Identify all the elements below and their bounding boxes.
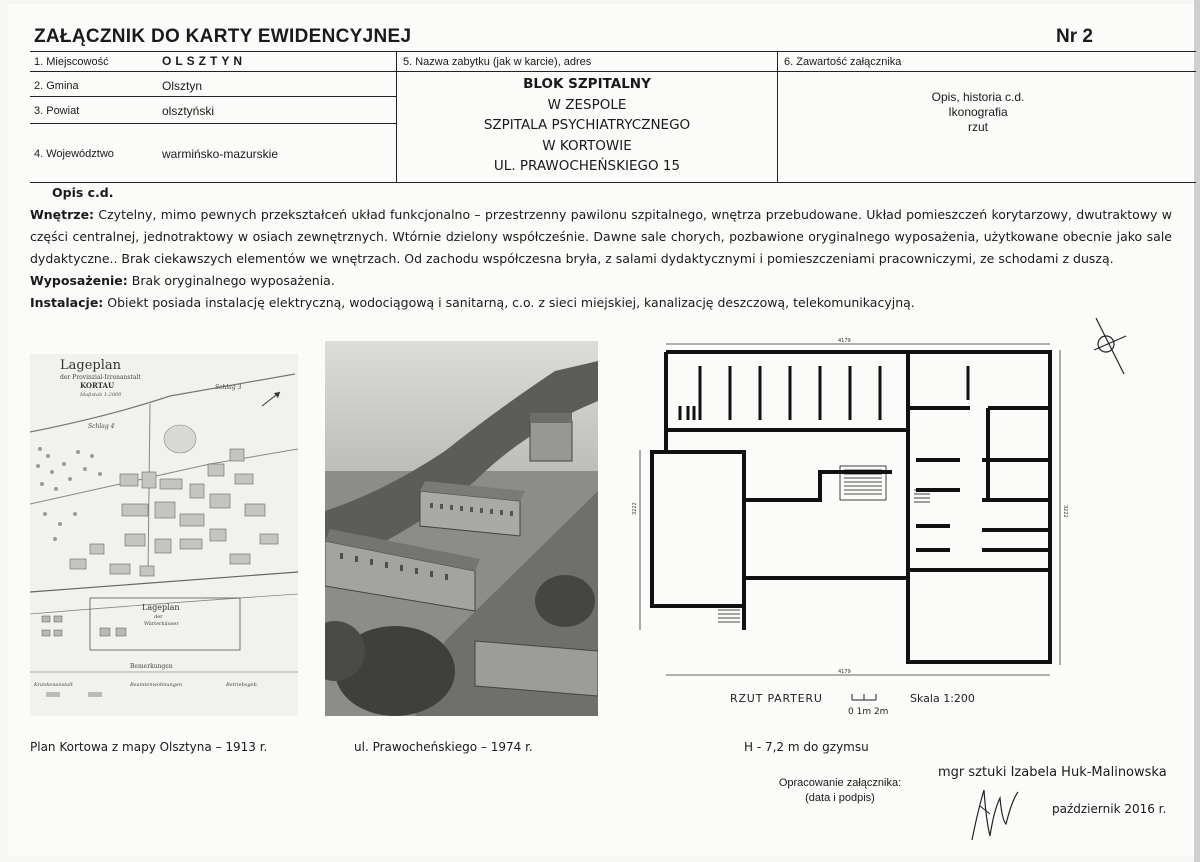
zawartosc-label: 6. Zawartość załącznika <box>784 56 902 68</box>
map-remarks-title: Bemerkungen <box>130 663 173 670</box>
map-subtitle-2: KORTAU <box>80 381 115 390</box>
miejscowosc-value: OLSZTYN <box>162 54 246 68</box>
nazwa-line-2: W ZESPOLE <box>547 96 627 113</box>
map-label-schlag3: Schlag 3 <box>215 384 242 391</box>
signature-image <box>960 780 1030 844</box>
form-row-line-2 <box>30 96 396 97</box>
scale-numbers: 0 1m 2m <box>848 707 889 717</box>
map-inset-title: Lageplan <box>142 603 180 612</box>
wnetrze-paragraph <box>30 204 1172 270</box>
map-title: Lageplan <box>60 358 122 373</box>
author-name: mgr sztuki Izabela Huk-Malinowska <box>938 765 1167 780</box>
zawartosc-line-2: Ikonografia <box>948 105 1008 119</box>
zawartosc-line-1: Opis, historia c.d. <box>931 90 1025 104</box>
floor-plan-drawing <box>630 330 1135 718</box>
gmina-label: 2. Gmina <box>34 80 79 92</box>
nazwa-line-4: W KORTOWIE <box>542 137 632 154</box>
aerial-photo-drawing <box>325 341 598 716</box>
photo-caption: ul. Prawocheńskiego – 1974 r. <box>354 740 533 754</box>
north-arrow-icon <box>1090 316 1130 380</box>
instalacje-label: Instalacje: <box>30 295 104 310</box>
map-remarks-1: Krankenanstalt <box>34 682 73 688</box>
miejscowosc-label: 1. Miejscowość <box>34 56 109 68</box>
floor-plan-image <box>630 330 1135 718</box>
form-row-line-1 <box>30 71 1196 72</box>
description-heading: Opis c.d. <box>52 185 114 200</box>
plan-dim-left: 3222 <box>632 502 638 515</box>
instalacje-paragraph <box>30 292 1172 314</box>
wnetrze-text: Czytelny, mimo pewnych przekształceń układ funkcjonalno – przestrzenny pawilonu szpitalnego, wnętrza przebudowane. Układ pomieszczeń korytarzowy, dwutraktowy w części centralnej, jednotraktowy w osiach zewnętrznych. Wtórnie dzielony współcześnie. Dawne sale chorych, pozbawione oryginalnego wyposażenia, użytkowane obecnie jako sale dydaktyczne.. Brak ciekawszych elementów we wnętrzach. Od zachodu współczesna bryła, z salami dydaktycznymi i pomieszczeniami pracowniczymi, ze schodami z duszą. <box>30 207 1172 266</box>
map-inset-sub-2: Wärterhäuser <box>144 621 179 627</box>
powiat-value: olsztyński <box>162 104 215 118</box>
map-subtitle-3: Maßstab 1:2000 <box>80 392 122 398</box>
wyposazenie-text: Brak oryginalnego wyposażenia. <box>127 273 335 288</box>
document-date: październik 2016 r. <box>1052 802 1167 816</box>
plan-dim-top: 4179 <box>838 338 851 344</box>
wojewodztwo-value: warmińsko-mazurskie <box>162 147 279 161</box>
prepared-line-2: (data i podpis) <box>805 792 875 804</box>
instalacje-text: Obiekt posiada instalację elektryczną, wodociągową i sanitarną, c.o. z sieci miejskiej, kanalizację deszczową, telekomunikacyjną. <box>103 295 915 310</box>
powiat-label: 3. Powiat <box>34 105 80 117</box>
scale-label: Skala 1:200 <box>910 692 975 705</box>
document-number: Nr 2 <box>1056 26 1093 47</box>
aerial-photo-image <box>325 341 598 716</box>
map-remarks-3: Betriebsgeb. <box>226 682 259 688</box>
description-text <box>30 182 1172 314</box>
gmina-value: Olsztyn <box>162 79 203 93</box>
prepared-label <box>770 776 910 806</box>
nazwa-line-3: SZPITALA PSYCHIATRYCZNEGO <box>483 117 691 133</box>
wnetrze-label: Wnętrze: <box>30 207 95 222</box>
form-row-line-3 <box>30 123 396 124</box>
plan-dim-right: 3222 <box>1062 505 1068 518</box>
nazwa-line-5: UL. PRAWOCHEŃSKIEGO 15 <box>493 158 681 174</box>
wojewodztwo-label: 4. Województwo <box>34 148 114 160</box>
map-subtitle-1: der Provinzial-Irrenanstalt <box>60 374 141 381</box>
historic-map-image <box>30 354 298 716</box>
zawartosc-value <box>878 90 1078 135</box>
map-inset-sub-1: der <box>154 614 163 620</box>
prepared-line-1: Opracowanie załącznika: <box>778 777 902 789</box>
map-label-schlag4: Schlag 4 <box>88 423 115 430</box>
map-caption: Plan Kortowa z mapy Olsztyna – 1913 r. <box>30 740 268 754</box>
map-remarks-2: Beamtenwohnungen <box>130 682 183 688</box>
historic-map-drawing <box>30 354 298 716</box>
nazwa-value <box>400 74 774 177</box>
plan-caption: H - 7,2 m do gzymsu <box>744 740 869 754</box>
wyposazenie-label: Wyposażenie: <box>30 273 128 288</box>
wyposazenie-paragraph <box>30 270 1172 292</box>
document-title: ZAŁĄCZNIK DO KARTY EWIDENCYJNEJ <box>34 26 412 47</box>
plan-dim-bottom: 4179 <box>838 669 851 675</box>
nazwa-label: 5. Nazwa zabytku (jak w karcie), adres <box>403 56 592 68</box>
zawartosc-line-3: rzut <box>967 120 988 134</box>
plan-title: RZUT PARTERU <box>730 692 823 705</box>
scale-bar <box>852 694 876 700</box>
nazwa-line-1: BLOK SZPITALNY <box>523 76 651 92</box>
